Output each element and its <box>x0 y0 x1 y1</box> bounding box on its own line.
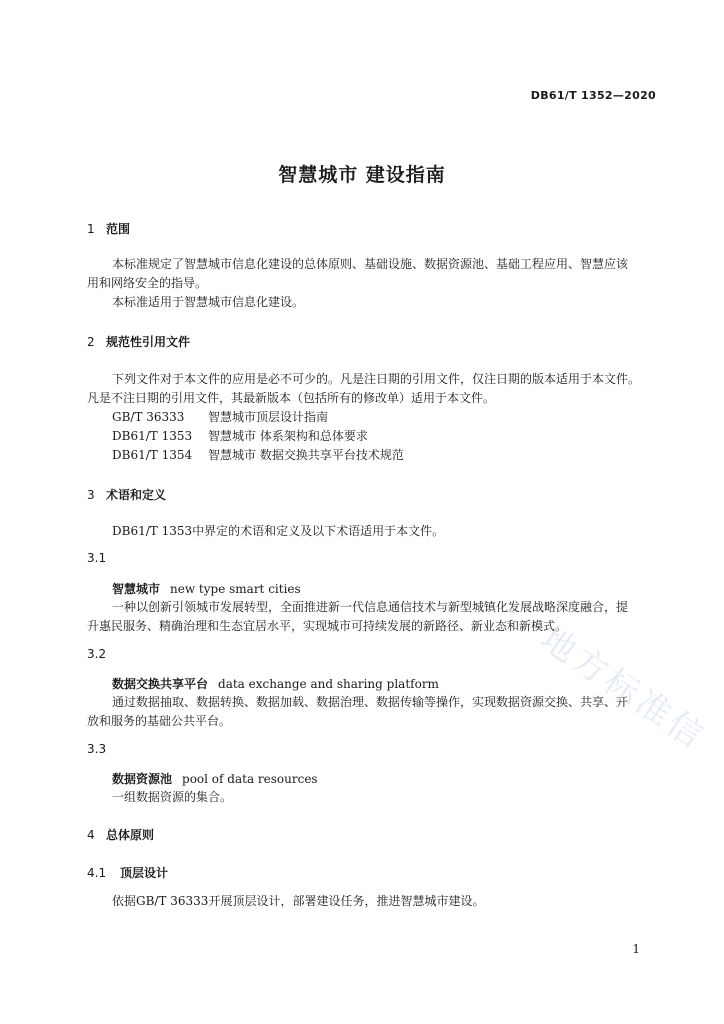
reference-title: 智慧城市顶层设计指南 <box>208 410 329 424</box>
watermark: 地方标准信 <box>533 618 714 759</box>
subsection-4-1-heading <box>87 864 168 881</box>
term-english: data exchange and sharing platform <box>218 677 439 691</box>
section-number: 2 <box>87 335 95 349</box>
reference-item <box>112 446 404 464</box>
term-definition: 一组数据资源的集合。 <box>112 790 233 804</box>
term-definition-continued: 升惠民服务、精确治理和生态宜居水平，实现城市可持续发展的新路径、新业态和新模式。 <box>87 619 568 633</box>
subsection-number: 4.1 <box>87 866 107 880</box>
section-number: 3 <box>87 488 95 502</box>
paragraph: 本标准适用于智慧城市信息化建设。 <box>112 295 305 309</box>
paragraph: 下列文件对于本文件的应用是必不可少的。凡是注日期的引用文件，仅注日期的版本适用于本文件。 <box>112 372 641 386</box>
term-entry <box>112 675 439 692</box>
term-definition: 一种以创新引领城市发展转型，全面推进新一代信息通信技术与新型城镇化发展战略深度融合，提 <box>112 600 629 614</box>
section-title: 术语和定义 <box>106 488 167 502</box>
reference-title: 智慧城市 数据交换共享平台技术规范 <box>208 448 404 462</box>
reference-code: GB/T 36333 <box>112 410 185 424</box>
paragraph: DB61/T 1353中界定的术语和定义及以下术语适用于本文件。 <box>112 524 445 538</box>
term-number: 3.2 <box>87 647 107 661</box>
term-english: pool of data resources <box>182 772 318 786</box>
subsection-title: 顶层设计 <box>120 866 169 880</box>
term-chinese: 数据交换共享平台 <box>112 677 209 691</box>
paragraph: 本标准规定了智慧城市信息化建设的总体原则、基础设施、数据资源池、基础工程应用、智慧应该 <box>112 257 629 271</box>
section-3-heading <box>87 486 166 503</box>
section-4-heading <box>87 826 154 843</box>
paragraph-continued: 用和网络安全的指导。 <box>87 276 208 290</box>
term-entry <box>112 580 301 597</box>
section-2-heading <box>87 333 190 350</box>
reference-item <box>112 408 328 426</box>
section-number: 1 <box>87 222 95 236</box>
document-title: 智慧城市 建设指南 <box>278 164 446 186</box>
term-number: 3.1 <box>87 551 107 565</box>
section-number: 4 <box>87 828 95 842</box>
reference-code: DB61/T 1353 <box>112 429 193 443</box>
term-chinese: 智慧城市 <box>112 582 161 596</box>
section-1-heading <box>87 220 130 237</box>
term-definition-continued: 放和服务的基础公共平台。 <box>87 714 232 728</box>
term-definition: 通过数据抽取、数据转换、数据加载、数据治理、数据传输等操作，实现数据资源交换、共享、开 <box>112 695 629 709</box>
term-chinese: 数据资源池 <box>112 772 173 786</box>
term-number: 3.3 <box>87 742 107 756</box>
reference-code: DB61/T 1354 <box>112 448 193 462</box>
section-title: 范围 <box>106 222 131 236</box>
page-number: 1 <box>632 942 640 956</box>
document-number: DB61/T 1352—2020 <box>530 89 656 102</box>
section-title: 规范性引用文件 <box>106 335 191 349</box>
term-entry <box>112 770 318 787</box>
paragraph: 依据GB/T 36333开展顶层设计，部署建设任务，推进智慧城市建设。 <box>112 894 485 908</box>
paragraph-continued: 凡是不注日期的引用文件，其最新版本（包括所有的修改单）适用于本文件。 <box>87 391 496 405</box>
section-title: 总体原则 <box>106 828 155 842</box>
term-english: new type smart cities <box>170 582 301 596</box>
reference-item <box>112 427 368 445</box>
reference-title: 智慧城市 体系架构和总体要求 <box>208 429 368 443</box>
